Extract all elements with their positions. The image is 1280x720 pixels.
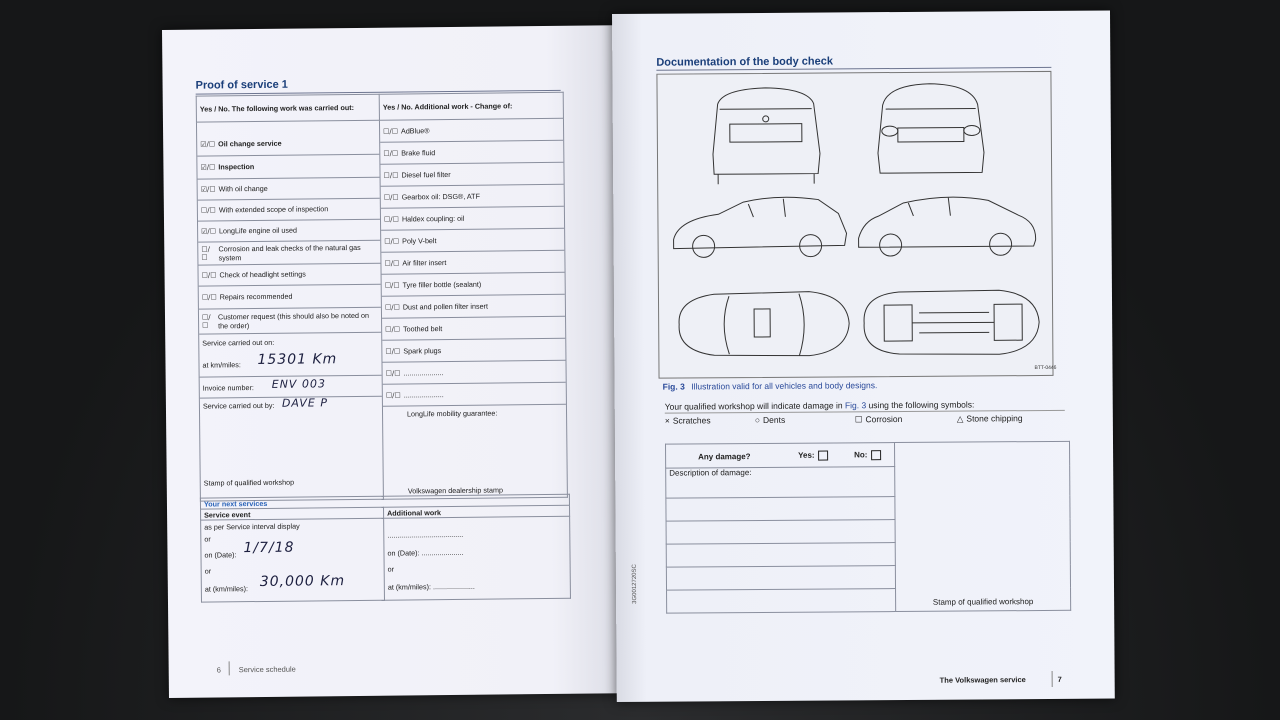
symbol-item: [957, 413, 1023, 424]
left-row-label: With extended scope of inspection: [218, 204, 329, 215]
symbol-glyph-icon: △: [956, 413, 964, 424]
right-row-label: Toothed belt: [403, 324, 443, 334]
right-row: [380, 162, 563, 186]
footer-divider-right: [1052, 671, 1053, 687]
symbol-item: [665, 415, 711, 425]
or-text-1: or: [204, 534, 211, 544]
checkbox-icon[interactable]: ☐/☐: [201, 245, 210, 262]
checkbox-icon[interactable]: ☑/☐: [200, 162, 216, 172]
right-row-label: Haldex coupling: oil: [401, 213, 465, 224]
instruction-pre: Your qualified workshop will indicate damage in: [664, 400, 845, 412]
no-checkbox-icon[interactable]: [871, 450, 881, 460]
right-row-label: Poly V-belt: [402, 236, 437, 246]
left-row-label: LongLife engine oil used: [218, 225, 298, 236]
right-row-label: Spark plugs: [403, 346, 442, 356]
checkbox-icon[interactable]: ☐/☐: [201, 270, 217, 280]
on-date-label: on (Date):: [204, 550, 237, 560]
symbol-label: Scratches: [672, 415, 711, 426]
right-row-label: Air filter insert: [402, 258, 447, 268]
right-row-label: ....................: [403, 368, 444, 378]
footer-divider-left: [229, 661, 230, 675]
checkbox-icon[interactable]: ☐/☐: [385, 391, 401, 400]
longlife-cell: [383, 404, 567, 499]
additional-or: or: [387, 564, 395, 574]
instruction-fig: Fig. 3: [844, 400, 867, 411]
body-check-title: Documentation of the body check: [656, 55, 834, 69]
service-carried-out-label: Service carried out on:: [202, 337, 275, 348]
service-carried-out-cell: [199, 331, 381, 376]
right-row: [380, 119, 563, 142]
yes-option[interactable]: [798, 450, 829, 460]
checkbox-icon[interactable]: ☐/☐: [201, 313, 211, 330]
invoice-value: ENV 003: [271, 376, 326, 391]
right-row: [380, 140, 563, 164]
km-label: at km/miles:: [202, 359, 241, 370]
additional-km: at (km/miles): .....................: [387, 581, 475, 592]
right-row: [381, 228, 564, 252]
symbol-glyph-icon: ○: [754, 414, 761, 426]
right-row-label: AdBlue®: [400, 126, 430, 136]
next-km-label: at (km/miles):: [204, 584, 249, 594]
symbol-legend: [665, 413, 1065, 428]
left-row: [198, 176, 380, 199]
checkbox-icon[interactable]: ☐/☐: [384, 237, 400, 246]
page-title: Proof of service 1: [195, 78, 288, 92]
figure-code: BTT-0446: [1034, 364, 1057, 372]
right-page: [612, 11, 1115, 702]
description-label: Description of damage:: [669, 468, 752, 478]
invoice-label: Invoice number:: [202, 382, 254, 393]
checkbox-icon[interactable]: ☑/☐: [200, 184, 216, 194]
checkbox-icon[interactable]: ☐/☐: [383, 215, 399, 224]
left-row: [199, 283, 381, 308]
right-row: [381, 184, 564, 208]
carried-by-value: DAVE P: [281, 395, 329, 410]
footer-page-number-right: 7: [1057, 674, 1062, 684]
service-event-cell: [201, 518, 385, 602]
symbol-item: [855, 414, 903, 425]
checkbox-icon[interactable]: ☐/☐: [201, 292, 217, 302]
description-line-5[interactable]: [667, 589, 896, 614]
right-column: [379, 118, 567, 499]
checkbox-icon[interactable]: ☑/☐: [201, 226, 217, 236]
checkbox-icon[interactable]: ☐/☐: [385, 369, 401, 378]
description-line-2[interactable]: [666, 520, 895, 545]
checkbox-icon[interactable]: ☐/☐: [385, 325, 401, 334]
checkbox-icon[interactable]: ☐/☐: [384, 281, 400, 290]
as-per-text: as per Service interval display: [204, 521, 300, 532]
longlife-label: LongLife mobility guarantee:: [406, 408, 498, 419]
next-km-value: 30,000 Km: [259, 573, 346, 591]
right-row: [382, 272, 565, 296]
right-row-label: Diesel fuel filter: [401, 169, 451, 180]
figure-label: Fig. 3: [662, 381, 685, 392]
additional-on-date: on (Date): .....................: [387, 547, 464, 558]
additional-work-cell: [384, 516, 571, 600]
footer-text-right: The Volkswagen service: [939, 675, 1026, 685]
on-date-value: 1/7/18: [243, 539, 295, 557]
or-text-2: or: [204, 566, 212, 576]
left-page: [162, 25, 621, 698]
checkbox-icon[interactable]: ☐/☐: [384, 259, 400, 268]
figure-caption: [663, 380, 878, 391]
no-option[interactable]: [854, 450, 881, 460]
stamp-cell: [894, 441, 1070, 611]
footer-page-number-left: 6: [216, 665, 221, 675]
checkbox-icon[interactable]: ☐/☐: [385, 347, 401, 356]
left-row-label: Repairs recommended: [219, 291, 293, 302]
checkbox-icon[interactable]: ☐/☐: [383, 127, 399, 136]
rear-view-body: [713, 88, 821, 175]
checkbox-icon[interactable]: ☐/☐: [383, 193, 399, 202]
carried-by-label: Service carried out by:: [202, 400, 275, 411]
yes-checkbox-icon[interactable]: [819, 450, 829, 460]
left-row: [199, 306, 381, 333]
left-row: [197, 153, 379, 178]
left-row: [198, 218, 380, 241]
right-row-label: Brake fluid: [401, 148, 436, 158]
description-cell: [666, 467, 895, 499]
right-row: [382, 316, 565, 340]
description-line-3[interactable]: [666, 543, 895, 568]
car-diagram: [657, 72, 1057, 378]
left-column: [196, 120, 383, 501]
right-row-label: Dust and pollen filter insert: [402, 301, 488, 312]
yes-label: Yes:: [798, 450, 815, 460]
right-row-label: ....................: [403, 390, 444, 400]
side-code: 3G0012720SC: [631, 564, 639, 604]
next-services-title: Your next services: [200, 494, 569, 509]
carried-by-cell: [200, 395, 383, 490]
right-row: [381, 250, 564, 274]
left-row: [198, 197, 380, 220]
stamp-right: Volkswagen dealership stamp: [407, 485, 503, 496]
service-table: [196, 92, 568, 502]
left-row-label: Customer request (this should also be noted on the order): [217, 310, 370, 330]
col-right-header: Yes / No. Additional work - Change of:: [379, 92, 563, 120]
right-row-label: Gearbox oil: DSG®, ATF: [401, 191, 480, 202]
description-line-4[interactable]: [666, 566, 895, 591]
right-row: [382, 338, 565, 362]
left-row-label: With oil change: [218, 183, 268, 194]
side-view-right: [858, 196, 1035, 247]
stamp-label: Stamp of qualified workshop: [932, 597, 1034, 607]
additional-dots: ......................................: [387, 529, 464, 540]
figure-caption-text: Illustration valid for all vehicles and body designs.: [691, 380, 878, 392]
damage-table: [665, 441, 1071, 614]
checkbox-icon[interactable]: ☑/☐: [200, 139, 216, 149]
checkbox-icon[interactable]: ☐/☐: [383, 149, 399, 158]
top-view: [679, 291, 850, 356]
checkbox-icon[interactable]: ☐/☐: [384, 303, 400, 312]
left-row-label: Inspection: [218, 162, 255, 172]
col-left-header: Yes / No. The following work was carried out:: [196, 94, 379, 122]
description-line-1[interactable]: [666, 497, 895, 522]
left-row-label: Oil change service: [218, 138, 282, 149]
any-damage-label: Any damage?: [698, 452, 751, 462]
invoice-cell: [200, 374, 382, 397]
additional-work-header: Additional work: [384, 505, 570, 518]
km-value: 15301 Km: [257, 350, 338, 368]
right-row: [382, 294, 565, 318]
left-row: [197, 131, 379, 155]
left-row: [198, 239, 380, 264]
service-event-header: Service event: [201, 507, 384, 520]
symbol-glyph-icon: ☐: [854, 414, 863, 425]
symbol-label: Corrosion: [865, 413, 903, 425]
instruction-post: using the following symbols:: [866, 399, 975, 411]
left-row-label: Corrosion and leak checks of the natural gas system: [218, 242, 361, 262]
symbol-item: [755, 415, 785, 425]
right-row: [381, 206, 564, 230]
right-row: [382, 360, 565, 384]
right-row-label: Tyre filler bottle (sealant): [402, 279, 482, 290]
checkbox-icon[interactable]: ☐/☐: [200, 205, 216, 215]
left-row-label: Check of headlight settings: [219, 269, 306, 280]
car-illustration: [656, 71, 1057, 379]
stamp-left: Stamp of qualified workshop: [203, 477, 295, 488]
next-services-table: [200, 494, 571, 603]
checkbox-icon[interactable]: ☐/☐: [383, 171, 399, 180]
footer-text-left: Service schedule: [238, 664, 296, 675]
symbol-glyph-icon: ×: [664, 415, 670, 426]
symbol-label: Stone chipping: [966, 413, 1023, 424]
any-damage-cell: [666, 443, 895, 469]
no-label: No:: [854, 450, 868, 460]
right-row: [383, 382, 566, 406]
left-row: [198, 262, 380, 285]
symbol-label: Dents: [762, 414, 786, 425]
